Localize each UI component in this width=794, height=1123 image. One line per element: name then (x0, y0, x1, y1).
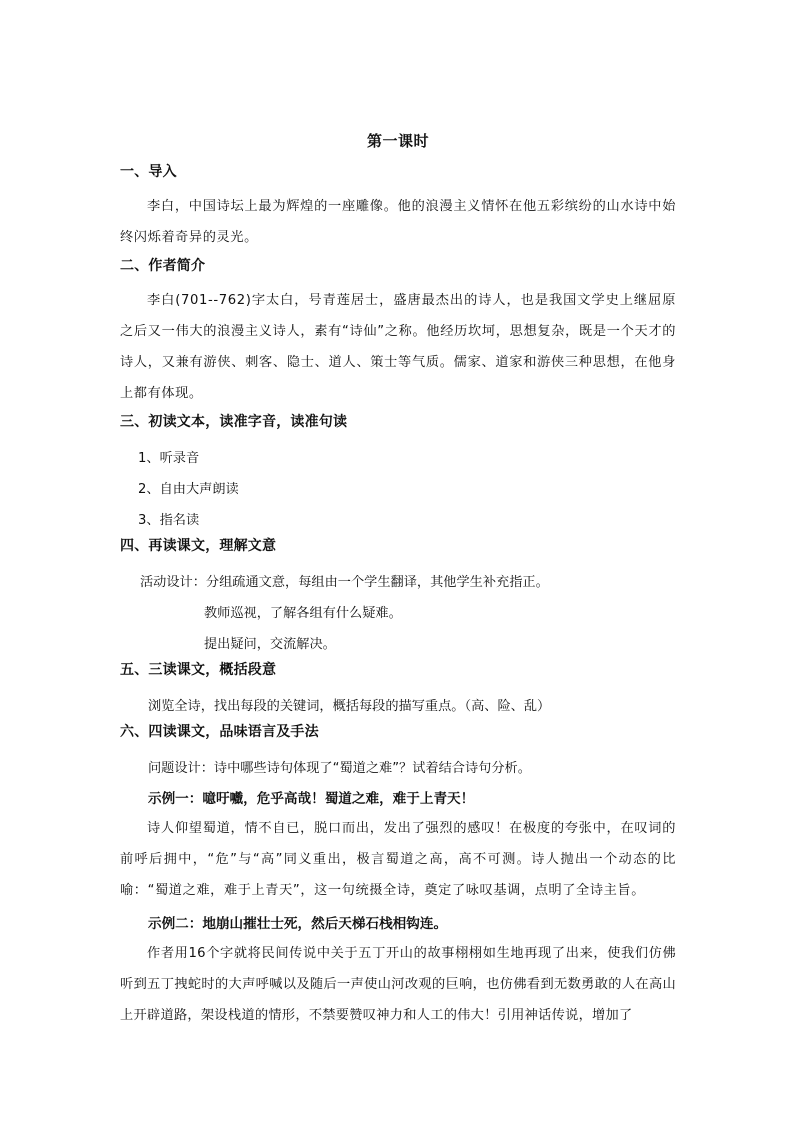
activity-line: 教师巡视，了解各组有什么疑难。 (204, 606, 402, 621)
example-one-paragraph: 诗人仰望蜀道，情不自已，脱口而出，发出了强烈的感叹！在极度的夸张中，在叹词的前呼后拥中，“危”与“高”同义重出，极言蜀道之高，高不可测。诗人抛出一个动态的比喻：“蜀道之难，难于上青天”，这一句统摄全诗，奠定了咏叹基调，点明了全诗主旨。 (120, 821, 676, 898)
example-two-title: 示例二：地崩山摧壮士死，然后天梯石栈相钩连。 (148, 916, 448, 932)
activity-design: 活动设计：分组疏通文意，每组由一个学生翻译，其他学生补充指正。 (140, 575, 549, 590)
list-item: 3、指名读 (138, 513, 200, 528)
example-one-title: 示例一：噫吁嚱，危乎高哉！蜀道之难，难于上青天！ (148, 791, 475, 807)
question-design: 问题设计：诗中哪些诗句体现了“蜀道之难”？试着结合诗句分析。 (148, 761, 531, 776)
section-heading-intro: 一、导入 (120, 164, 177, 180)
section-heading-third-reading: 五、三读课文，概括段意 (120, 662, 277, 678)
section-heading-first-reading: 三、初读文本，读准字音，读准句读 (120, 414, 348, 430)
document-page (120, 131, 676, 1034)
list-item: 2、自由大声朗读 (138, 482, 239, 497)
intro-paragraph: 李白，中国诗坛上最为辉煌的一座雕像。他的浪漫主义情怀在他五彩缤纷的山水诗中始终闪烁着奇异的灵光。 (120, 199, 676, 245)
list-item: 1、听录音 (138, 451, 200, 466)
section-heading-fourth-reading: 六、四读课文，品味语言及手法 (120, 724, 319, 740)
section-heading-second-reading: 四、再读课文，理解文意 (120, 538, 277, 554)
summary-paragraph: 浏览全诗，找出每段的关键词，概括每段的描写重点。（高、险、乱） (148, 699, 551, 714)
activity-line: 提出疑问，交流解决。 (204, 637, 336, 652)
example-two-paragraph: 作者用16个字就将民间传说中关于五丁开山的故事栩栩如生地再现了出来，使我们仿佛听到五丁拽蛇时的大声呼喊以及随后一声使山河改观的巨响，也仿佛看到无数勇敢的人在高山上开辟道路，架设栈道的情形，不禁要赞叹神力和人工的伟大！引用神话传说，增加了 (120, 946, 676, 1023)
page-title: 第一课时 (366, 132, 429, 150)
author-paragraph: 李白(701--762)字太白，号青莲居士，盛唐最杰出的诗人，也是我国文学史上继屈原之后又一伟大的浪漫主义诗人，素有“诗仙”之称。他经历坎坷，思想复杂，既是一个天才的诗人，又兼有游侠、刺客、隐士、道人、策士等气质。儒家、道家和游侠三种思想，在他身上都有体现。 (120, 293, 676, 401)
section-heading-author: 二、作者简介 (120, 258, 206, 274)
